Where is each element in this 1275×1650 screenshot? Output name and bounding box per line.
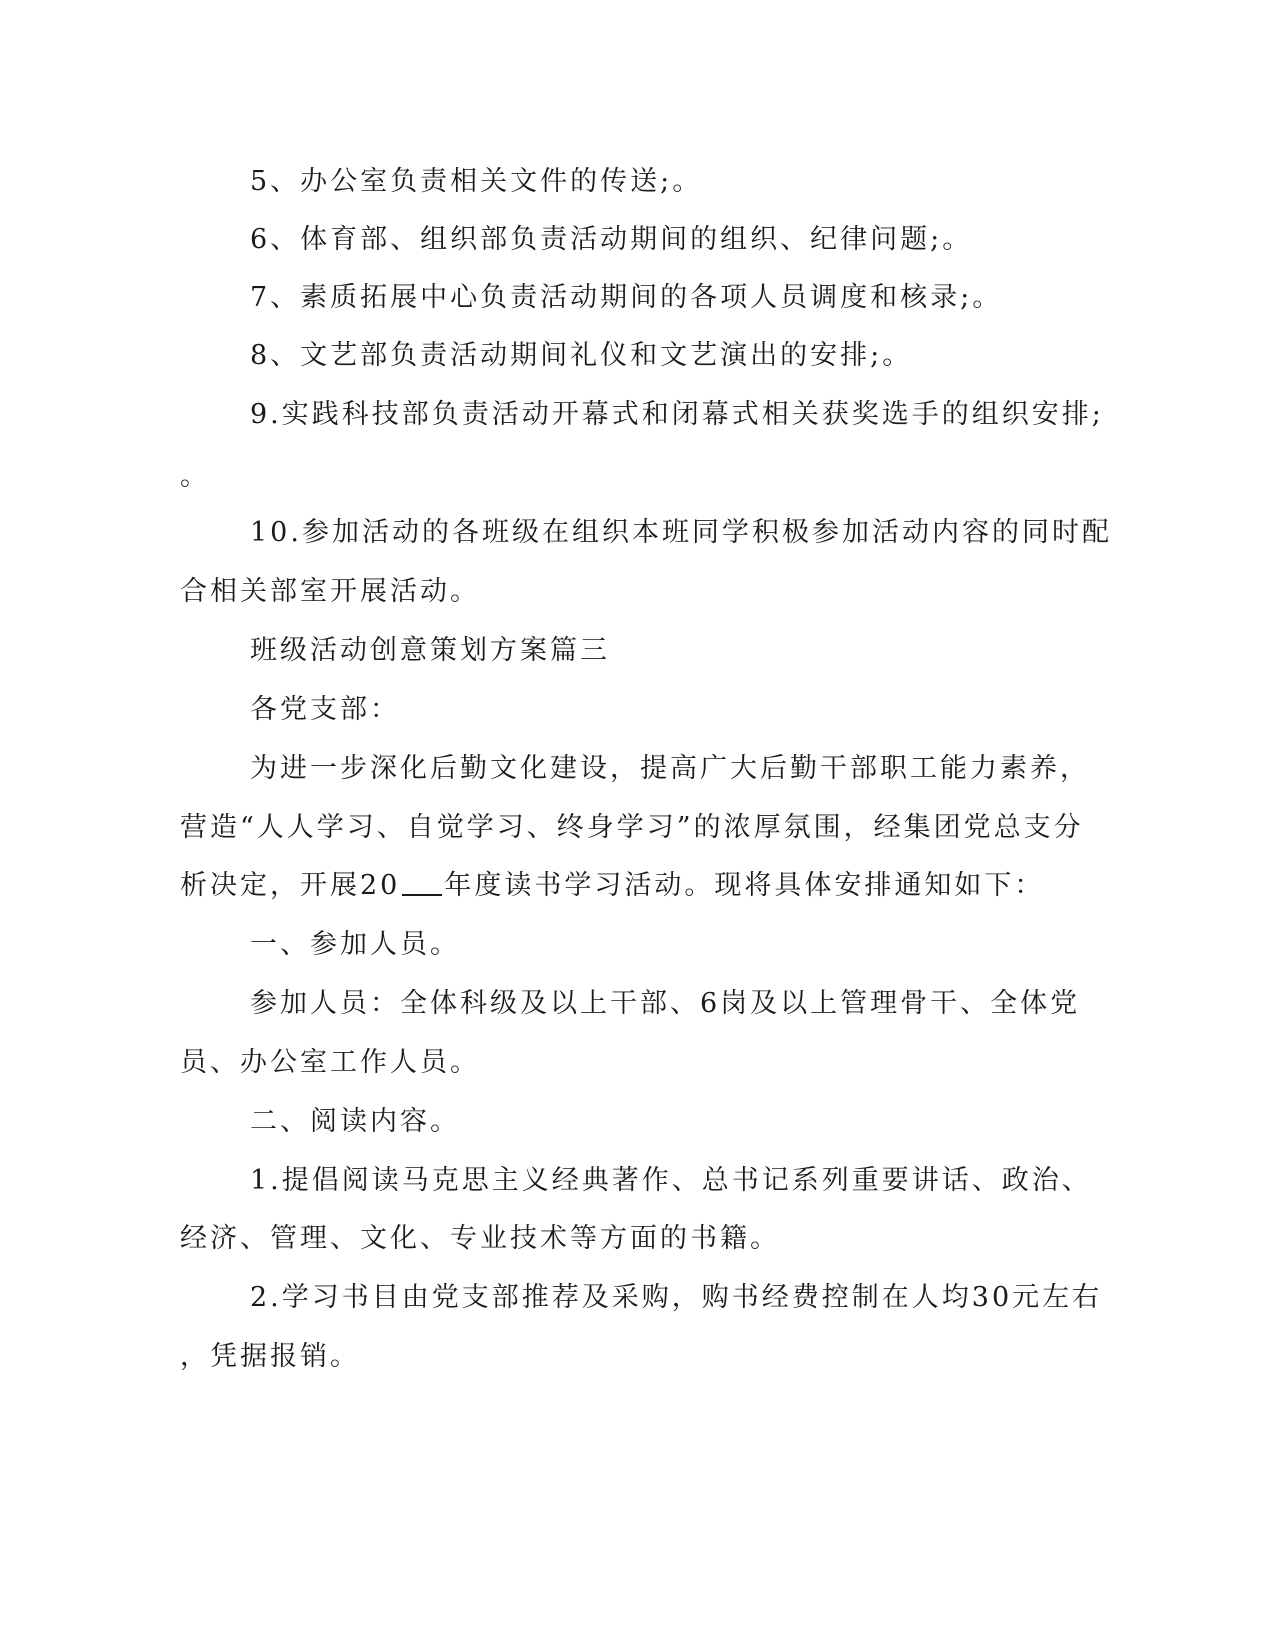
paragraph-line-10-continued: 合相关部室开展活动。 (180, 576, 480, 607)
body-line-2: 营造“人人学习、自觉学习、终身学习”的浓厚氛围，经集团党总支分 (180, 812, 1084, 843)
salutation: 各党支部： (250, 694, 400, 725)
subheading-reading-content: 二、阅读内容。 (250, 1106, 460, 1137)
subheading-participants: 一、参加人员。 (250, 929, 460, 960)
participants-line-2: 员、办公室工作人员。 (180, 1047, 480, 1078)
paragraph-line-7: 7、素质拓展中心负责活动期间的各项人员调度和核录;。 (250, 282, 1003, 313)
paragraph-line-5: 5、办公室负责相关文件的传送;。 (250, 166, 703, 197)
body-line-3-before-blank: 析决定，开展20 (180, 870, 401, 901)
participants-line-1: 参加人员：全体科级及以上干部、6岗及以上管理骨干、全体党 (250, 988, 1081, 1019)
paragraph-line-6: 6、体育部、组织部负责活动期间的组织、纪律问题;。 (250, 224, 973, 255)
reading-item-2-line-1: 2.学习书目由党支部推荐及采购，购书经费控制在人均30元左右 (250, 1282, 1103, 1313)
paragraph-line-9: 9.实践科技部负责活动开幕式和闭幕式相关获奖选手的组织安排; (250, 399, 1104, 430)
body-line-1: 为进一步深化后勤文化建设，提高广大后勤干部职工能力素养， (250, 753, 1090, 784)
paragraph-line-9-continued: 。 (180, 461, 210, 492)
paragraph-line-10: 10.参加活动的各班级在组织本班同学积极参加活动内容的同时配 (250, 517, 1112, 548)
reading-item-2-line-2: ，凭据报销。 (180, 1341, 360, 1372)
body-line-3-after-blank: 年度读书学习活动。现将具体安排通知如下： (444, 870, 1045, 901)
section-heading: 班级活动创意策划方案篇三 (250, 635, 610, 666)
reading-item-1-line-2: 经济、管理、文化、专业技术等方面的书籍。 (180, 1223, 780, 1254)
body-line-3 (0, 868, 1275, 904)
paragraph-line-8: 8、文艺部负责活动期间礼仪和文艺演出的安排;。 (250, 340, 913, 371)
year-blank (402, 870, 442, 896)
reading-item-1-line-1: 1.提倡阅读马克思主义经典著作、总书记系列重要讲话、政治、 (250, 1165, 1092, 1196)
